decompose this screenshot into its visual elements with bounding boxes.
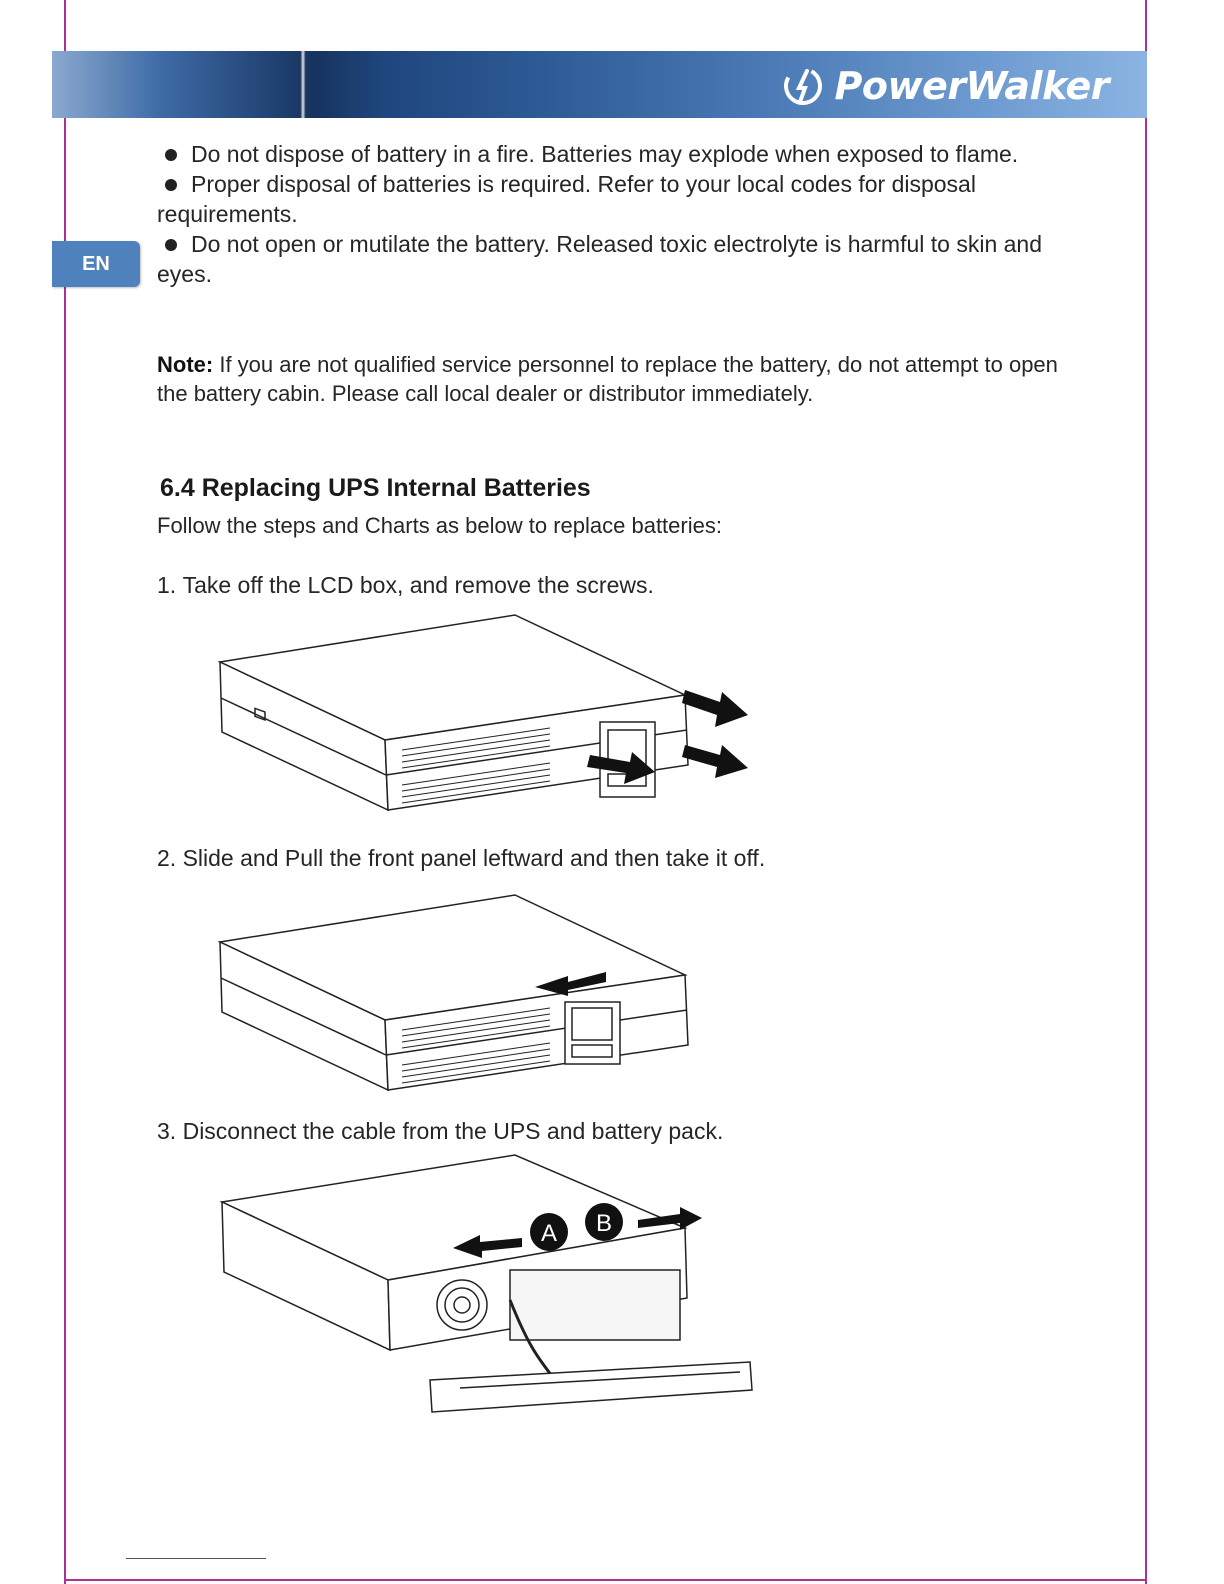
battery-warnings [157, 139, 1077, 289]
bullet-icon [165, 239, 177, 251]
list-item: Proper disposal of batteries is required. Refer to your local codes for disposal requirements. [157, 171, 976, 227]
list-item: Do not dispose of battery in a fire. Batteries may explode when exposed to flame. [157, 139, 1077, 169]
language-tab[interactable]: EN [52, 241, 140, 287]
note-paragraph [157, 350, 1077, 408]
note-text: If you are not qualified service personnel to replace the battery, do not attempt to open the battery cabin. Please call local dealer or distributor immediately. [157, 352, 1058, 406]
header-banner [52, 51, 1147, 118]
step-1: 1. Take off the LCD box, and remove the screws. [157, 572, 654, 598]
note-label: Note: [157, 352, 214, 377]
page-border-left [64, 0, 66, 1584]
step-2: 2. Slide and Pull the front panel leftward and then take it off. [157, 845, 766, 871]
step-3: 3. Disconnect the cable from the UPS and battery pack. [157, 1118, 724, 1144]
figure-slide-front-panel [210, 890, 710, 1105]
power-logo-icon [780, 63, 826, 109]
footer-rule [126, 1558, 266, 1559]
brand-name: PowerWalker [834, 64, 1109, 108]
figure-remove-lcd-box [210, 610, 770, 835]
header-separator [300, 51, 306, 118]
figure-disconnect-cable [210, 1150, 770, 1430]
bullet-icon [165, 149, 177, 161]
section-intro: Follow the steps and Charts as below to replace batteries: [157, 513, 722, 538]
page-border-right [1145, 0, 1147, 1584]
brand-logo [780, 63, 1109, 109]
label-b: B [595, 1210, 613, 1237]
bullet-icon [165, 179, 177, 191]
list-item: Do not open or mutilate the battery. Released toxic electrolyte is harmful to skin and eyes. [157, 231, 1043, 287]
section-title: 6.4 Replacing UPS Internal Batteries [160, 474, 591, 502]
label-a: A [540, 1220, 558, 1247]
page-border-bottom [64, 1579, 1147, 1581]
